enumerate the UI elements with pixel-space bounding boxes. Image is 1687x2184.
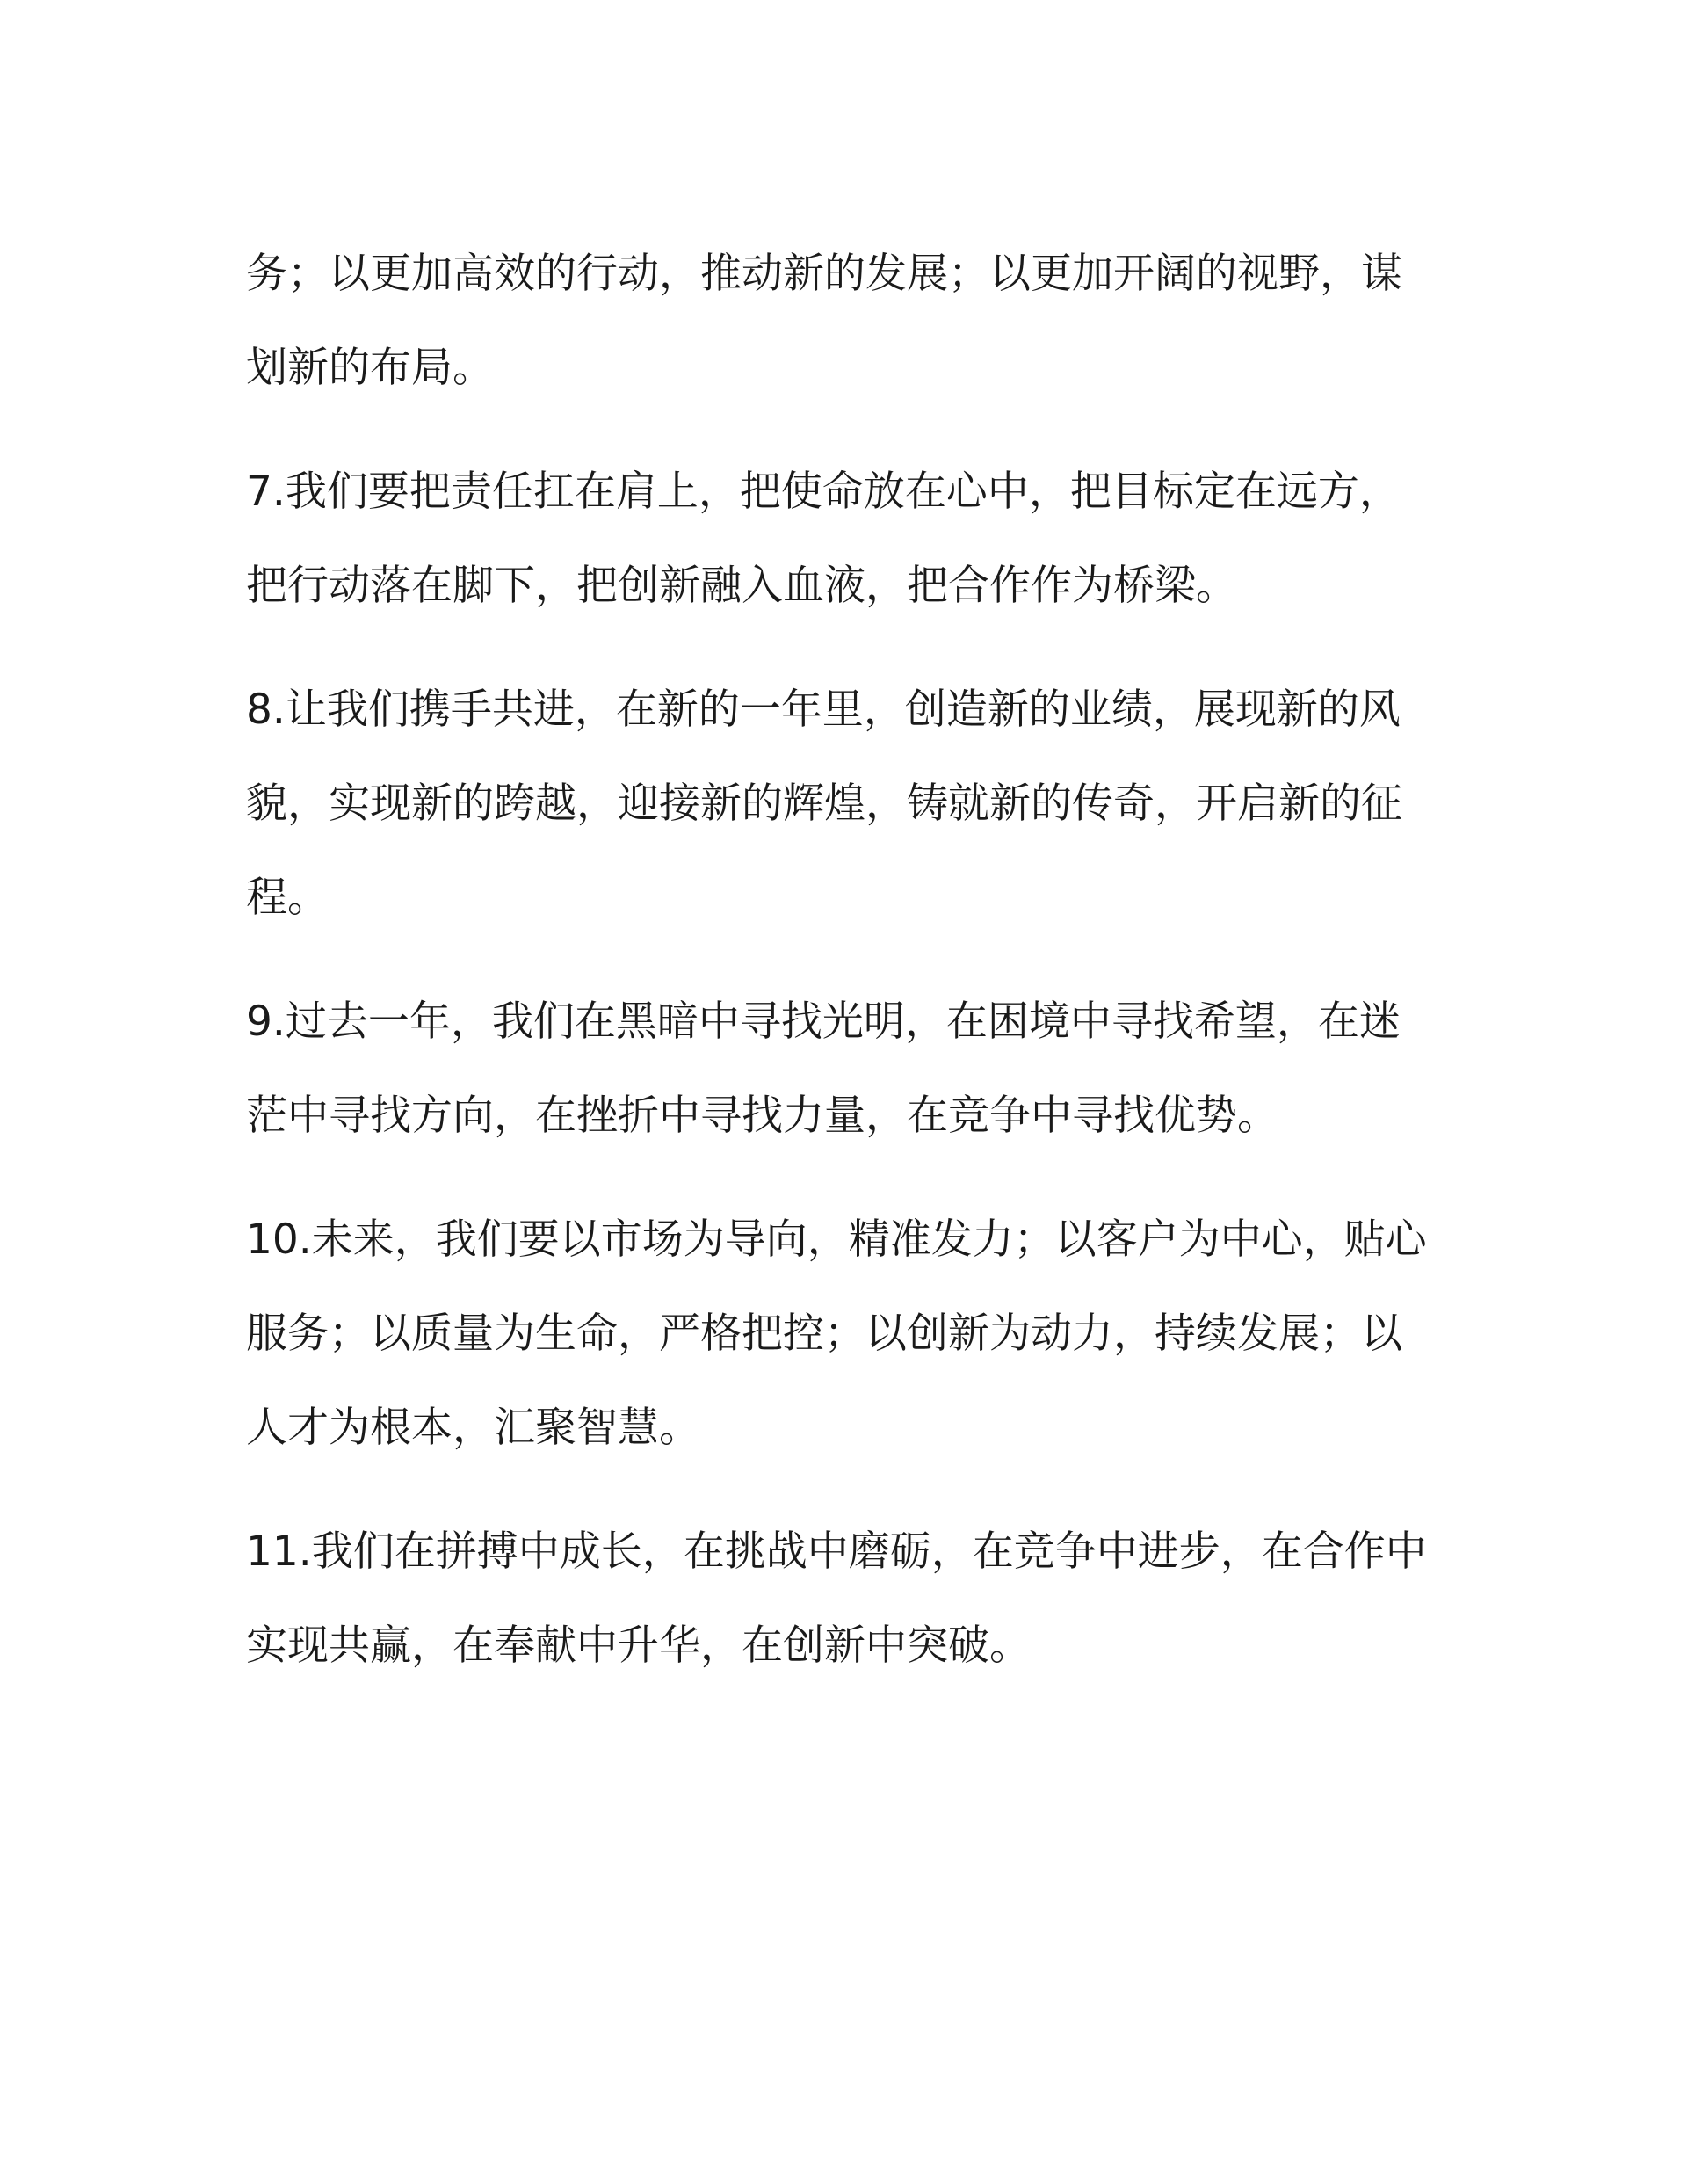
paragraph-9: 9.过去一年，我们在黑暗中寻找光明，在困境中寻找希望，在迷茫中寻找方向，在挫折中寻找力量，在竞争中寻找优势。 [246,998,1401,1140]
paragraph-10: 10.未来，我们要以市场为导向，精准发力；以客户为中心，贴心服务；以质量为生命，严格把控；以创新为动力，持续发展；以人才为根本，汇聚智慧。 [246,1215,1427,1452]
paragraph-7: 7.我们要把责任扛在肩上，把使命放在心中，把目标定在远方，把行动落在脚下，把创新融入血液，把合作作为桥梁。 [246,468,1401,610]
document-body [246,227,1441,1723]
paragraph-continuation: 务；以更加高效的行动，推动新的发展；以更加开阔的视野，谋划新的布局。 [246,250,1402,392]
paragraph-11: 11.我们在拼搏中成长，在挑战中磨砺，在竞争中进步，在合作中实现共赢，在奉献中升华，在创新中突破。 [246,1527,1427,1670]
paragraph-8: 8.让我们携手共进，在新的一年里，创造新的业绩，展现新的风貌，实现新的跨越，迎接新的辉煌，铸就新的传奇，开启新的征程。 [246,686,1402,922]
